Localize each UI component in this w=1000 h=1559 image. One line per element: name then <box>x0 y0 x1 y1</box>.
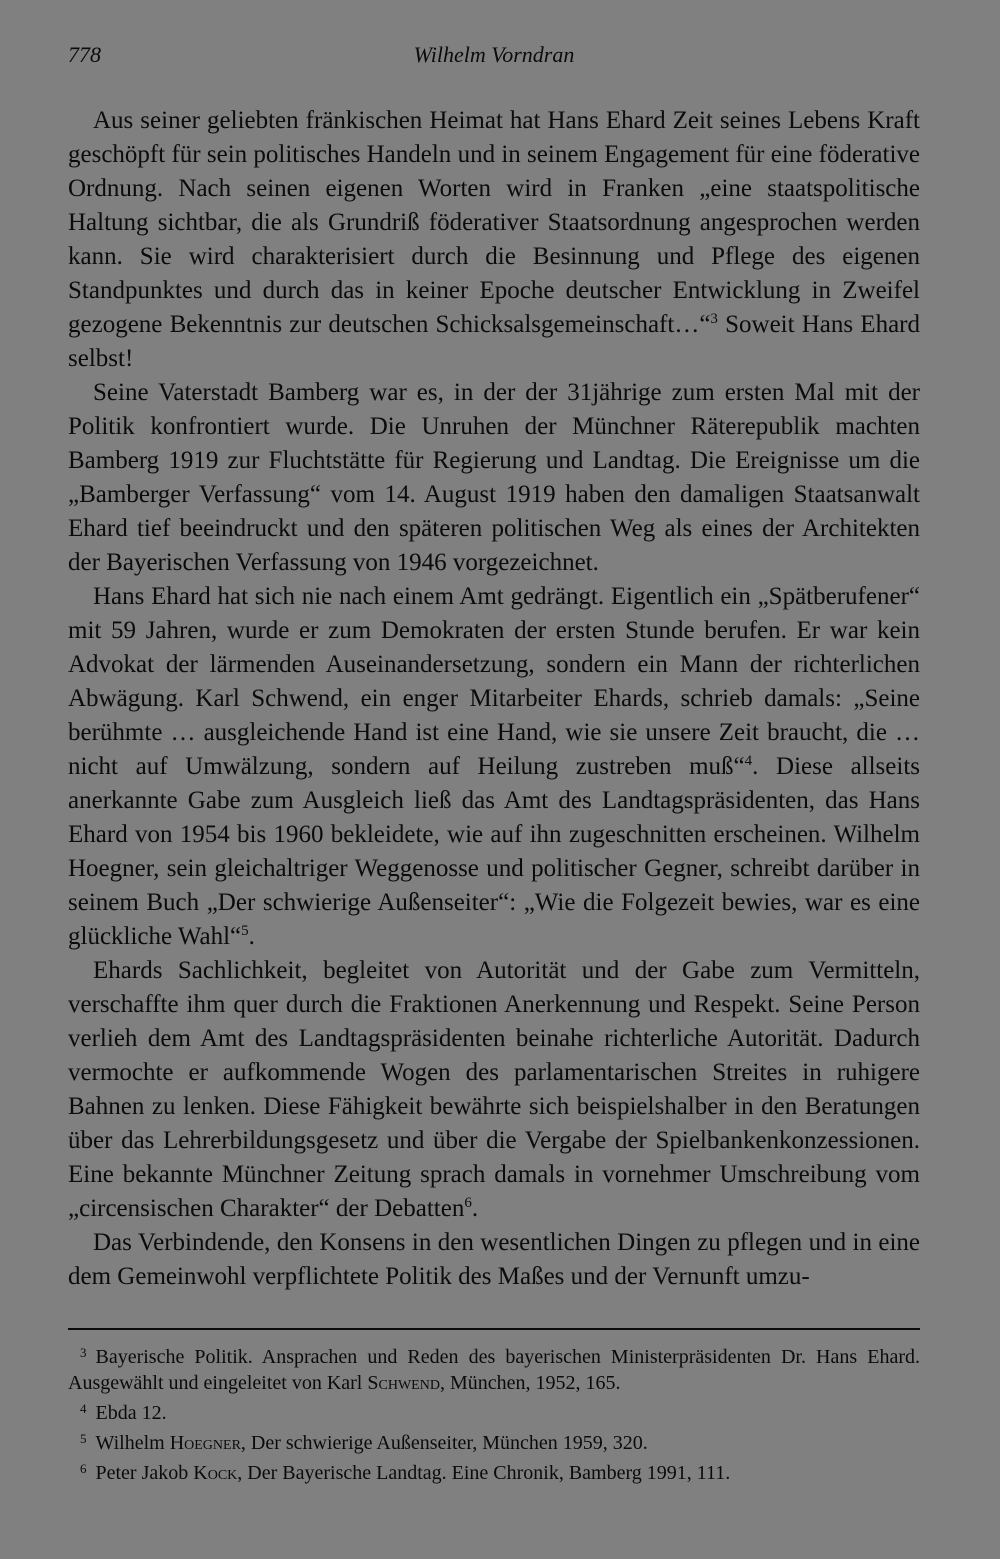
text-run: , München, 1952, 165. <box>439 1372 621 1394</box>
paragraph <box>68 376 920 580</box>
footnote-ref: 5 <box>241 923 249 939</box>
text-run: Peter Jakob <box>95 1462 194 1484</box>
author-name: Hoegner <box>169 1432 241 1454</box>
text-run: Hans Ehard hat sich nie nach einem Amt gedrängt. Eigentlich ein „Spätberufener“ mit 59 Jahren, wurde er zum Demokraten der ersten Stunde berufen. Er war kein Advokat der lärmenden Auseinandersetzung, sondern ein Mann der richterlichen Abwägung. Karl Schwend, ein enger Mitarbeiter Ehards, schrieb damals: „Seine berühmte … ausgleichende Hand ist eine Hand, wie sie unsere Zeit braucht, die … nicht auf Umwälzung, sondern auf Heilung zustreben muß“ <box>68 583 920 780</box>
paragraph <box>68 954 920 1226</box>
text-run: Das Verbindende, den Konsens in den wesentlichen Dingen zu pflegen und in eine dem Gemeinwohl verpflichtete Politik des Maßes und der Vernunft umzu- <box>68 1229 920 1290</box>
footnote-ref: 3 <box>710 311 718 327</box>
footnote <box>68 1340 920 1396</box>
page-number: 778 <box>68 42 101 67</box>
footnote-ref: 4 <box>744 753 753 769</box>
author-name: Schwend <box>367 1372 440 1394</box>
footnote-number: 5 <box>80 1431 87 1446</box>
running-head: Wilhelm Vorndran <box>413 42 575 67</box>
text-run: , Der schwierige Außenseiter, München 1959, 320. <box>240 1432 648 1454</box>
footnote-number: 4 <box>80 1401 87 1416</box>
text-run: Bayerische Politik. Ansprachen und Reden des bayerischen Ministerpräsidenten Dr. Hans Ehard. Ausgewählt und eingeleitet von Karl <box>68 1346 920 1394</box>
text-run: Seine Vaterstadt Bamberg war es, in der der 31jährige zum ersten Mal mit der Politik konfrontiert wurde. Die Unruhen der Münchner Räterepublik machten Bamberg 1919 zur Fluchtstätte für Regierung und Landtag. Die Ereignisse um die „Bamberger Verfassung“ vom 14. August 1919 haben den damaligen Staatsanwalt Ehard tief beeindruckt und den späteren politischen Weg als eines der Architekten der Bayerischen Verfassung von 1946 vorgezeichnet. <box>68 379 920 576</box>
author-name: Kock <box>193 1462 238 1484</box>
footnote <box>68 1396 920 1426</box>
paragraph <box>68 104 920 376</box>
body-text <box>68 104 920 1294</box>
text-run: Wilhelm <box>95 1432 170 1454</box>
footnotes <box>68 1340 920 1486</box>
footnote-ref: 6 <box>464 1195 472 1211</box>
text-run: Aus seiner geliebten fränkischen Heimat hat Hans Ehard Zeit seines Lebens Kraft geschöpft für sein politisches Handeln und in seinem Engagement für eine föderative Ordnung. Nach seinen eigenen Worten wird in Franken „eine staatspolitische Haltung sichtbar, die als Grundriß föderativer Staatsordnung angesprochen werden kann. Sie wird charakterisiert durch die Besinnung und Pflege des eigenen Standpunktes und durch das in keiner Epoche deutscher Entwicklung in Zweifel gezogene Bekenntnis zur deutschen Schicksalsgemeinschaft…“ <box>68 107 920 338</box>
footnote-number: 6 <box>80 1461 87 1476</box>
footnote <box>68 1456 920 1486</box>
text-run: . <box>248 923 255 950</box>
text-run: . Diese allseits anerkannte Gabe zum Ausgleich ließ das Amt des Landtagspräsidenten, das Hans Ehard von 1954 bis 1960 bekleidete, wie auf ihn zugeschnitten erscheinen. Wilhelm Hoegner, sein gleichaltriger Weggenosse und politischer Gegner, schreibt darüber in seinem Buch „Der schwierige Außenseiter“: „Wie die Folgezeit bewies, war es eine glückliche Wahl“ <box>68 753 921 950</box>
text-run: . <box>471 1195 479 1222</box>
text-run: Soweit Hans Ehard selbst! <box>68 311 920 372</box>
page-header <box>68 42 920 78</box>
paragraph <box>68 1226 920 1294</box>
footnote <box>68 1426 920 1456</box>
text-run: Ehards Sachlichkeit, begleitet von Autorität und der Gabe zum Vermitteln, verschaffte ihm quer durch die Fraktionen Anerkennung und Respekt. Seine Person verlieh dem Amt des Landtagspräsidenten beinahe richterliche Autorität. Dadurch vermochte er aufkommende Wogen des parlamentarischen Streites in ruhigere Bahnen zu lenken. Diese Fähigkeit bewährte sich beispielshalber in den Beratungen über das Lehrerbildungsgesetz und über die Vergabe der Spielbankenkonzessionen. Eine bekannte Münchner Zeitung sprach damals in vornehmer Umschreibung vom „circensischen Charakter“ der Debatten <box>68 957 920 1222</box>
text-run: , Der Bayerische Landtag. Eine Chronik, Bamberg 1991, 111. <box>237 1462 731 1484</box>
footnote-number: 3 <box>80 1345 87 1360</box>
text-run: Ebda 12. <box>95 1402 167 1424</box>
paragraph <box>68 580 920 954</box>
footnote-divider <box>68 1328 920 1330</box>
